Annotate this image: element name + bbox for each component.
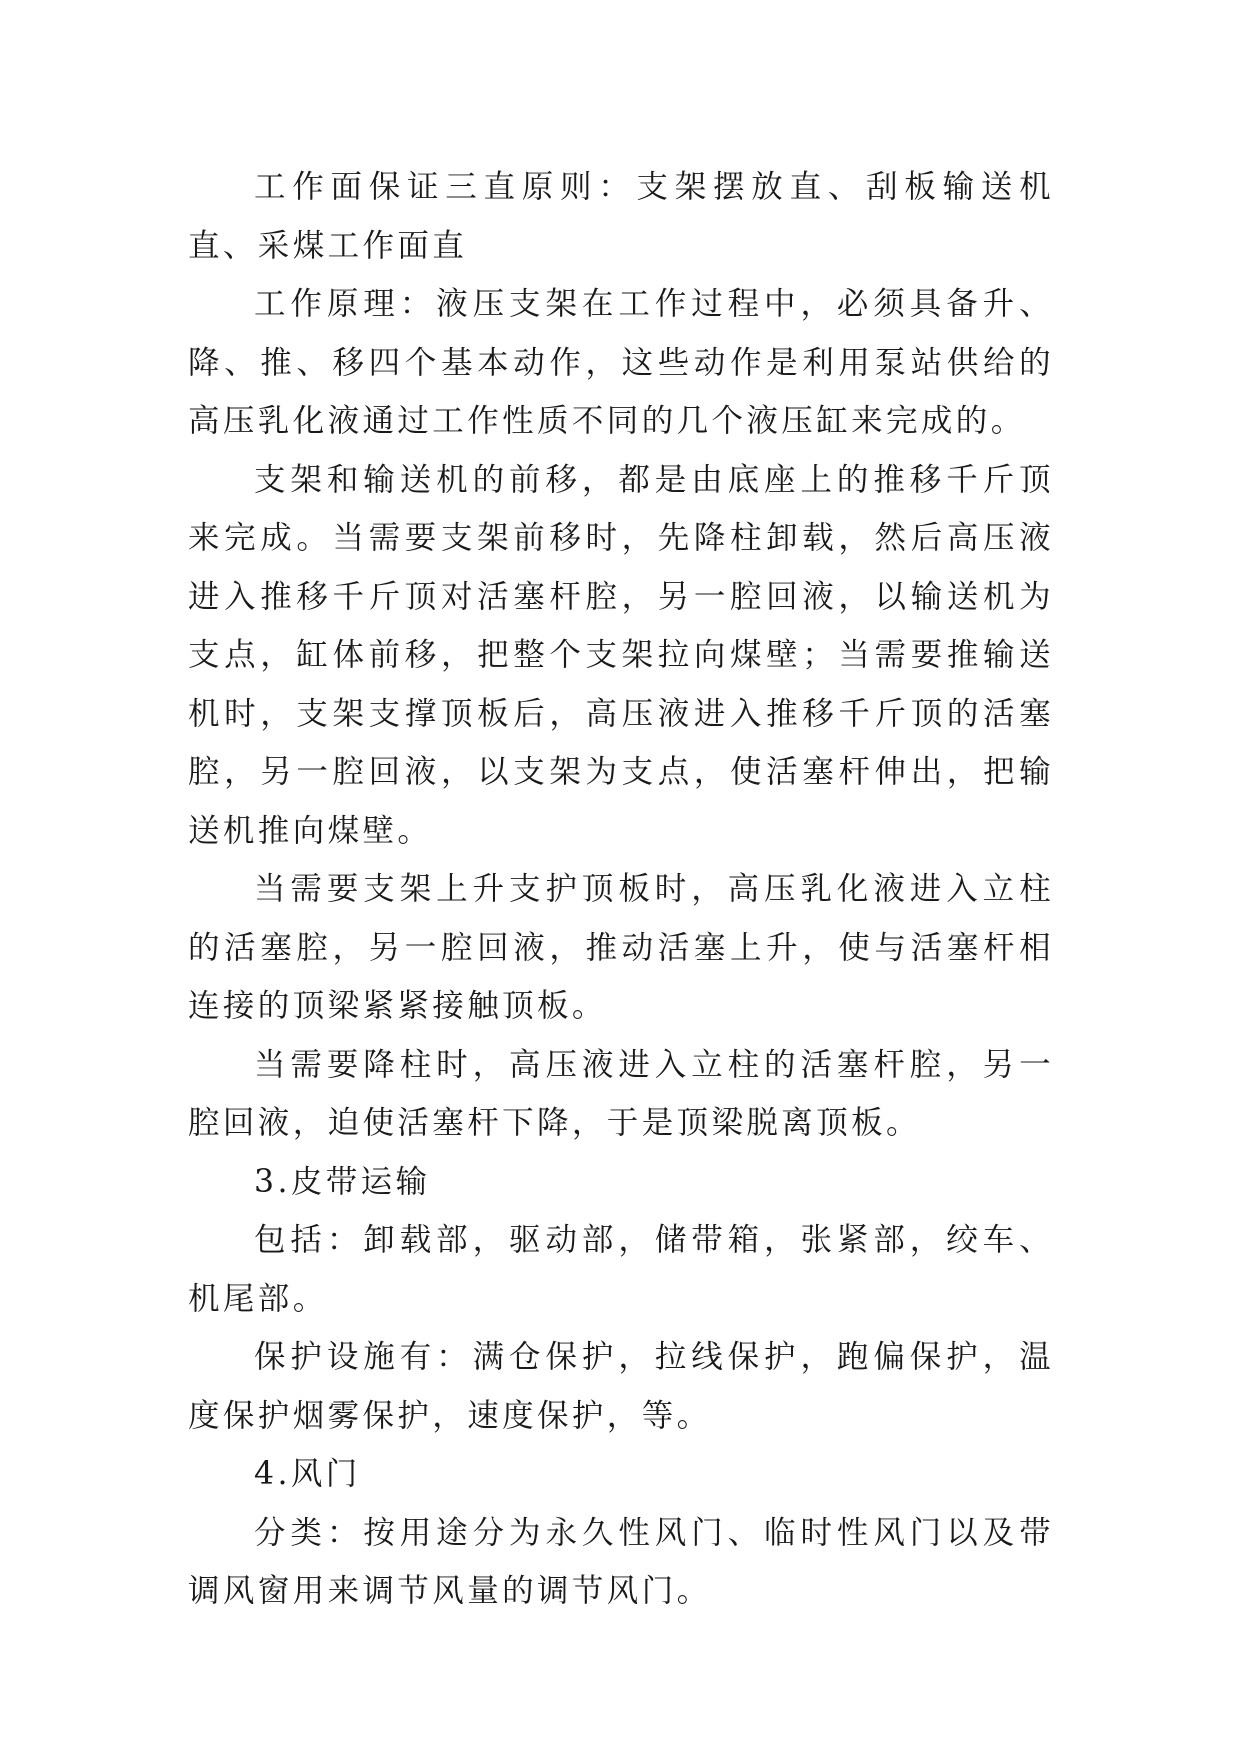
paragraph-support-advance: 支架和输送机的前移，都是由底座上的推移千斤顶来完成。当需要支架前移时，先降柱卸载，然后高压液进入推移千斤顶对活塞杆腔，另一腔回液，以输送机为支点，缸体前移，把整个支架拉向煤壁；当需要推输送机时，支架支撑顶板后，高压液进入推移千斤顶的活塞腔，另一腔回液，以支架为支点，使活塞杆伸出，把输送机推向煤壁。 — [188, 461, 1054, 849]
document-page — [188, 158, 1054, 1621]
paragraph-belt-components: 包括：卸载部，驱动部，储带箱，张紧部，绞车、机尾部。 — [188, 1222, 1054, 1317]
paragraph-working-principle: 工作原理：液压支架在工作过程中，必须具备升、降、推、移四个基本动作，这些动作是利用泵站供给的高压乳化液通过工作性质不同的几个液压缸来完成的。 — [188, 286, 1054, 439]
paragraph-belt-protection: 保护设施有：满仓保护，拉线保护，跑偏保护，温度保护烟雾保护，速度保护，等。 — [188, 1339, 1054, 1434]
paragraph-column-lower: 当需要降柱时，高压液进入立柱的活塞杆腔，另一腔回液，迫使活塞杆下降，于是顶梁脱离顶板。 — [188, 1046, 1054, 1141]
paragraph-support-raise: 当需要支架上升支护顶板时，高压乳化液进入立柱的活塞腔，另一腔回液，推动活塞上升，使与活塞杆相连接的顶梁紧紧接触顶板。 — [188, 871, 1054, 1024]
section-heading-belt-transport: 3.皮带运输 — [254, 1163, 431, 1200]
paragraph-air-door-classification: 分类：按用途分为永久性风门、临时性风门以及带调风窗用来调节风量的调节风门。 — [188, 1514, 1054, 1609]
section-heading-air-door: 4.风门 — [254, 1456, 361, 1492]
paragraph-three-straight-principle: 工作面保证三直原则：支架摆放直、刮板输送机直、采煤工作面直 — [188, 169, 1054, 264]
